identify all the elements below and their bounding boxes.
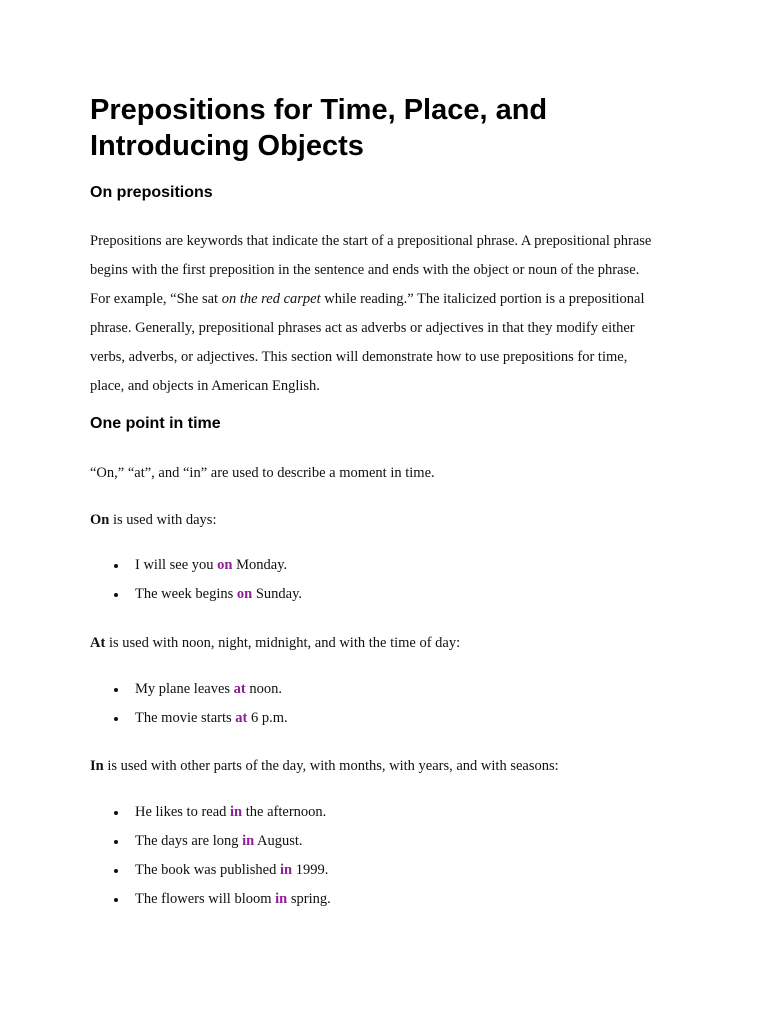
list-item <box>90 675 288 704</box>
intro-line: place, and objects in American English. <box>90 378 320 394</box>
at-rule <box>90 633 460 653</box>
highlighted-preposition: at <box>235 710 248 726</box>
highlighted-preposition: at <box>233 681 246 697</box>
rule-text: is used with other parts of the day, with months, with years, and with seasons: <box>103 758 559 774</box>
list-item <box>90 856 331 885</box>
at-examples-list <box>90 675 288 733</box>
rule-keyword: On <box>90 512 110 528</box>
rule-text: is used with days: <box>109 512 217 528</box>
list-item <box>90 827 331 856</box>
intro-line: verbs, adverbs, or adjectives. This section will demonstrate how to use prepositions for time, <box>90 349 628 365</box>
example-text: 6 p.m. <box>247 710 288 726</box>
example-text: The days are long <box>135 833 243 849</box>
example-text: The movie starts <box>135 710 236 726</box>
highlighted-preposition: in <box>230 804 243 820</box>
example-text: The week begins <box>135 586 237 602</box>
example-text: I will see you <box>135 557 218 573</box>
example-text: 1999. <box>292 862 329 878</box>
intro-text: while reading.” The italicized portion is a prepositional <box>320 291 645 307</box>
list-item <box>90 704 288 733</box>
intro-line: phrase. Generally, prepositional phrases act as adverbs or adjectives in that they modify either <box>90 320 635 336</box>
list-item <box>90 885 331 914</box>
example-text: spring. <box>287 891 331 907</box>
list-item <box>90 798 331 827</box>
title-line-1: Prepositions for Time, Place, and <box>90 94 548 126</box>
example-text: The flowers will bloom <box>135 891 276 907</box>
in-rule <box>90 756 559 776</box>
rule-text: is used with noon, night, midnight, and with the time of day: <box>105 635 461 651</box>
example-text: noon. <box>245 681 282 697</box>
on-rule <box>90 510 216 530</box>
page-title <box>90 92 690 164</box>
highlighted-preposition: on <box>236 586 253 602</box>
intro-line: begins with the first preposition in the sentence and ends with the object or noun of the phrase. <box>90 262 640 278</box>
example-text: Monday. <box>232 557 288 573</box>
intro-paragraph <box>90 227 690 401</box>
example-text: He likes to read <box>135 804 231 820</box>
highlighted-preposition: in <box>275 891 288 907</box>
highlighted-preposition: in <box>242 833 255 849</box>
rule-keyword: In <box>90 758 104 774</box>
in-examples-list <box>90 798 331 914</box>
section-heading-one-point-in-time: One point in time <box>90 415 221 432</box>
rule-keyword: At <box>90 635 106 651</box>
highlighted-preposition: in <box>279 862 293 878</box>
example-text: The book was published <box>135 862 280 878</box>
list-item <box>90 580 302 609</box>
list-item <box>90 551 302 580</box>
example-text: August. <box>254 833 303 849</box>
example-text: My plane leaves <box>135 681 234 697</box>
time-intro-text: “On,” “at”, and “in” are used to describe a moment in time. <box>90 465 435 481</box>
intro-line <box>90 285 690 314</box>
highlighted-preposition: on <box>217 557 233 573</box>
example-text: the afternoon. <box>242 804 327 820</box>
on-examples-list <box>90 551 302 609</box>
italic-example: on the red carpet <box>221 291 321 307</box>
intro-text: For example, “She sat <box>90 291 222 307</box>
title-line-2: Introducing Objects <box>90 130 364 162</box>
intro-line: Prepositions are keywords that indicate the start of a prepositional phrase. A prepositional phrase <box>90 233 652 249</box>
example-text: Sunday. <box>252 586 303 602</box>
section-heading-on-prepositions: On prepositions <box>90 184 213 201</box>
